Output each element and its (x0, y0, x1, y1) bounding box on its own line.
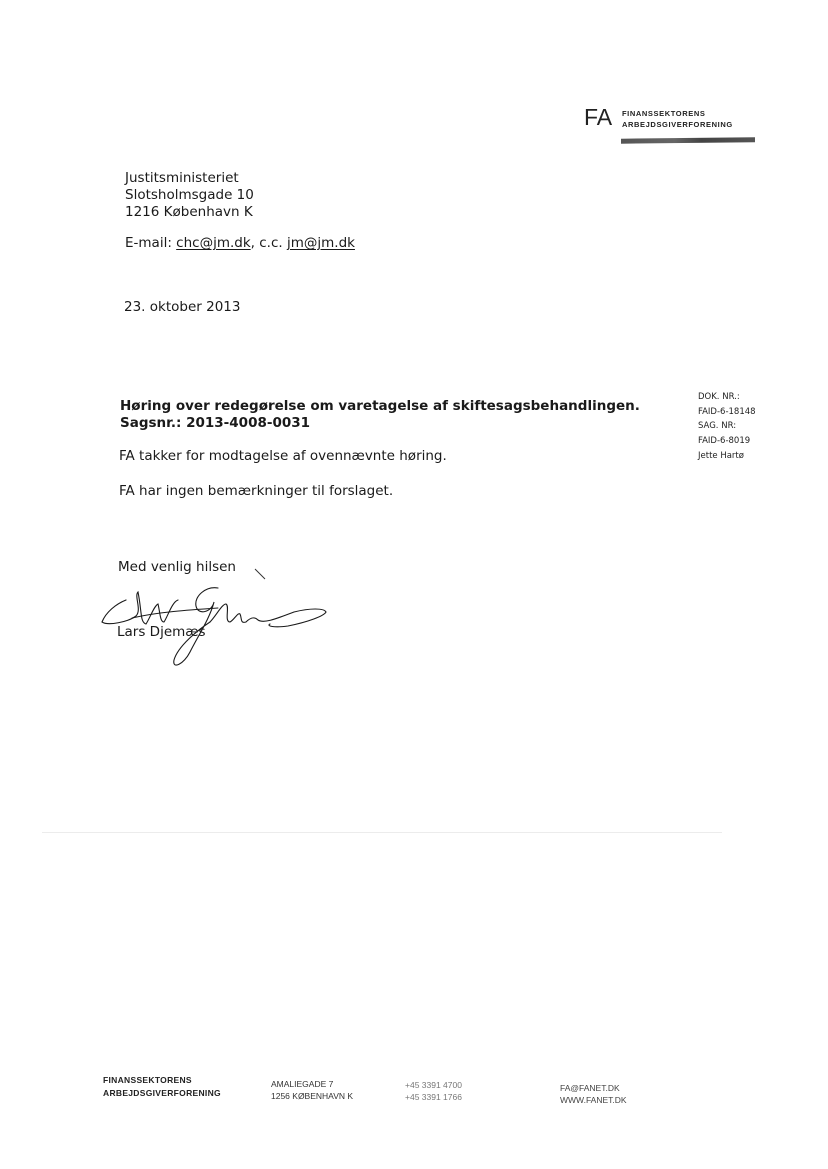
reference-case-label: SAG. NR: (698, 421, 737, 431)
page-divider (42, 832, 722, 833)
reference-doc-number: FAID-6-18148 (698, 407, 756, 417)
footer-org-line1: FINANSSEKTORENS (103, 1075, 192, 1085)
signer-name: Lars Djemæs (117, 624, 206, 640)
email-prefix: E-mail: (125, 235, 177, 251)
body-paragraph-1: FA takker for modtagelse af ovennævnte høring. (119, 448, 447, 464)
footer-fax: +45 3391 1766 (405, 1092, 462, 1102)
pen-tick-mark (253, 567, 267, 581)
logo-underline-bar (621, 137, 755, 143)
reference-author: Jette Hartø (698, 451, 744, 461)
email-cc-link[interactable]: jm@jm.dk (286, 235, 355, 251)
footer-address-line2: 1256 KØBENHAVN K (271, 1091, 354, 1101)
email-row (125, 235, 355, 251)
recipient-city: 1216 København K (125, 204, 253, 220)
footer-address-line1: AMALIEGADE 7 (271, 1079, 334, 1089)
subject-case-number: Sagsnr.: 2013-4008-0031 (120, 415, 311, 431)
logo-text-line1: FINANSSEKTORENS (622, 109, 706, 118)
footer-email[interactable]: FA@FANET.DK (560, 1083, 620, 1093)
letter-date: 23. oktober 2013 (124, 299, 241, 315)
footer-website[interactable]: WWW.FANET.DK (560, 1095, 627, 1105)
footer-org-line2: ARBEJDSGIVERFORENING (103, 1088, 221, 1098)
handwritten-signature (98, 582, 338, 674)
subject-title: Høring over redegørelse om varetagelse af skiftesagsbehandlingen. (120, 398, 640, 414)
logo-text-line2: ARBEJDSGIVERFORENING (622, 120, 733, 129)
body-paragraph-2: FA har ingen bemærkninger til forslaget. (119, 483, 394, 499)
email-primary-link[interactable]: chc@jm.dk (176, 235, 251, 251)
reference-doc-label: DOK. NR.: (698, 392, 740, 402)
closing-greeting: Med venlig hilsen (118, 559, 236, 575)
recipient-name: Justitsministeriet (125, 170, 239, 186)
email-separator: , c.c. (250, 235, 287, 251)
logo-mark: FA (584, 104, 613, 130)
reference-case-number: FAID-6-8019 (698, 436, 751, 446)
footer-phone: +45 3391 4700 (405, 1080, 462, 1090)
recipient-street: Slotsholmsgade 10 (125, 187, 254, 203)
